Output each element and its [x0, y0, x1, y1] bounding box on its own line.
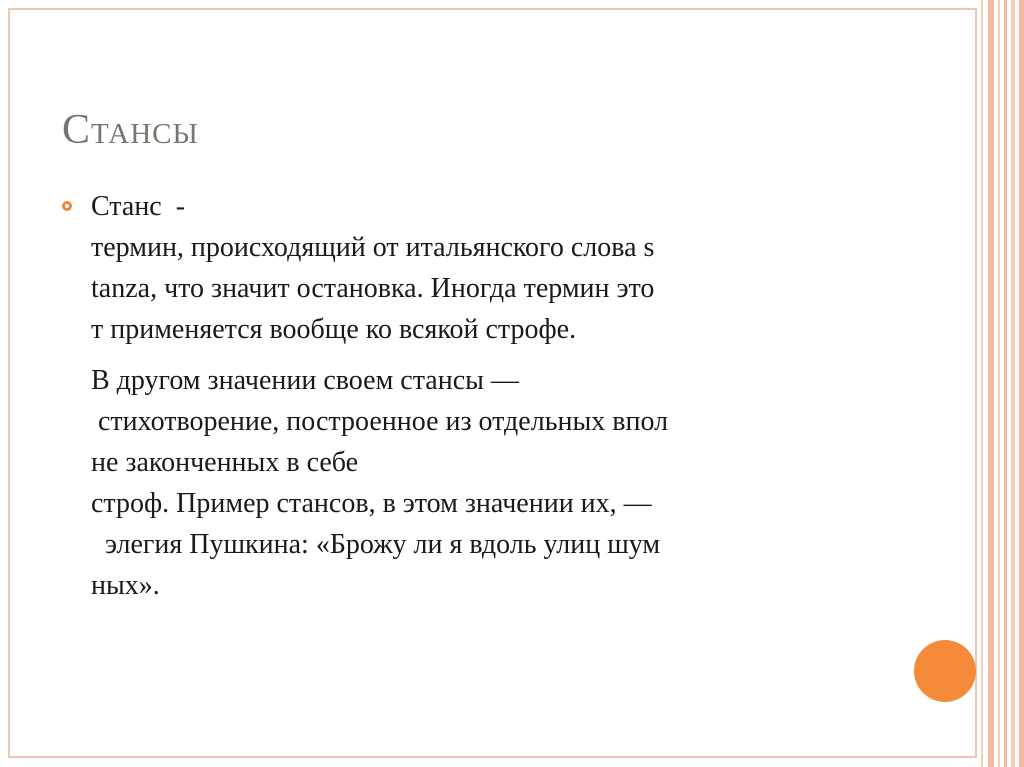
text-line: стихотворение, построенное из отдельных впол	[91, 406, 669, 437]
decorative-circle	[914, 640, 976, 702]
decorative-stripe	[1011, 0, 1015, 767]
decorative-stripe	[981, 0, 983, 767]
paragraph-definition	[91, 186, 891, 350]
slide-title: Стансы	[62, 107, 199, 153]
text-line: элегия Пушкина: «Брожу ли я вдоль улиц шум	[91, 529, 661, 560]
decorative-stripe	[988, 0, 994, 767]
text-line: не законченных в себе	[91, 447, 359, 478]
decorative-stripe	[1004, 0, 1007, 767]
decorative-stripe	[1019, 0, 1024, 767]
text-line: строф. Пример стансов, в этом значении их, —	[91, 488, 652, 519]
text-line: термин, происходящий от итальянского слова s	[91, 232, 655, 263]
text-line: ных».	[91, 570, 160, 601]
text-line: т применяется вообще ко всякой строфе.	[91, 314, 577, 345]
paragraph-second-meaning	[91, 360, 891, 606]
decorative-stripe	[998, 0, 1000, 767]
text-line: tanza, что значит остановка. Иногда термин это	[91, 273, 655, 304]
circle-bullet-icon	[62, 201, 72, 211]
text-line: Станс -	[91, 191, 186, 222]
text-line: В другом значении своем стансы —	[91, 365, 519, 396]
